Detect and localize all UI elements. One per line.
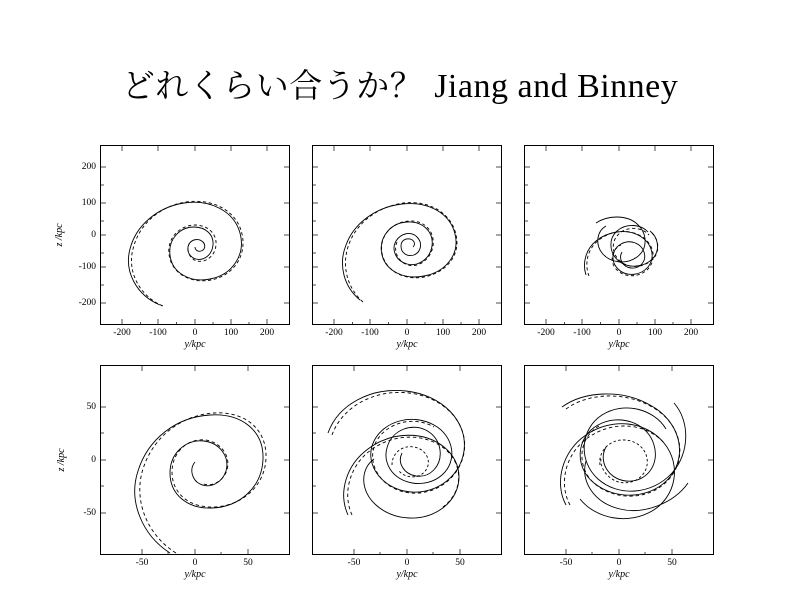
chart-panel-3 [524,145,714,350]
panel-3-xtick-0: -200 [537,328,555,338]
panel-2-xtick-2: 0 [404,328,410,338]
panel-4-ytick-2: -50 [83,508,96,518]
panel-6-xtick-0: -50 [559,558,573,568]
panel-1-ytick-0: 200 [81,162,96,172]
panel-5-xtick-2: 50 [455,558,465,568]
panel-3-xtick-4: 200 [683,328,699,338]
panel-5-xaxis-title: y/kpc [396,569,418,580]
panel-1-xtick-1: -100 [149,328,167,338]
panel-1-xtick-0: -200 [113,328,131,338]
panel-3-xaxis-title: y/kpc [608,339,630,350]
panel-4-yaxis-title: z /kpc [56,448,67,472]
panel-1-xtick-2: 0 [192,328,198,338]
panel-1-xtick-4: 200 [259,328,275,338]
chart-panel-1 [54,145,290,350]
panel-5-xtick-1: 0 [404,558,410,568]
panel-2-xtick-0: -200 [325,328,343,338]
panel-1-xtick-3: 100 [223,328,239,338]
page-title-latin: Jiang and Binney [434,68,679,105]
panel-4-xtick-1: 0 [192,558,198,568]
panel-6-xaxis-title: y/kpc [608,569,630,580]
page-title [0,60,800,107]
panel-2-xaxis-title: y/kpc [396,339,418,350]
chart-panel-5 [312,365,502,580]
panel-6-xtick-2: 50 [667,558,677,568]
panel-4-xtick-2: 50 [243,558,253,568]
panel-1-xaxis-title: y/kpc [184,339,206,350]
panel-5-plot [312,365,502,555]
panel-1-ytick-4: -200 [78,298,96,308]
panel-2-xtick-4: 200 [471,328,487,338]
figure-panel-grid [54,135,750,590]
page-title-japanese: どれくらい合うか？ [121,66,424,105]
panel-4-xaxis-title: y/kpc [184,569,206,580]
panel-5-xtick-0: -50 [347,558,361,568]
chart-panel-2 [312,145,502,350]
panel-4-plot [100,365,290,555]
panel-4-xtick-0: -50 [135,558,149,568]
panel-2-xtick-1: -100 [361,328,379,338]
panel-3-xtick-1: -100 [573,328,591,338]
panel-1-yaxis-title: z /kpc [54,223,65,247]
panel-6-plot [524,365,714,555]
panel-1-ytick-2: 0 [91,230,96,240]
panel-6-xtick-1: 0 [616,558,622,568]
panel-4-ytick-1: 0 [91,455,96,465]
panel-1-ytick-1: 100 [81,198,96,208]
panel-1-ytick-3: -100 [78,262,96,272]
chart-panel-6 [524,365,714,580]
panel-2-xtick-3: 100 [435,328,451,338]
panel-1-plot [100,145,290,325]
panel-3-xtick-3: 100 [647,328,663,338]
panel-2-plot [312,145,502,325]
panel-3-xtick-2: 0 [616,328,622,338]
chart-panel-4 [56,365,290,580]
panel-3-plot [524,145,714,325]
panel-4-ytick-0: 50 [86,402,96,412]
